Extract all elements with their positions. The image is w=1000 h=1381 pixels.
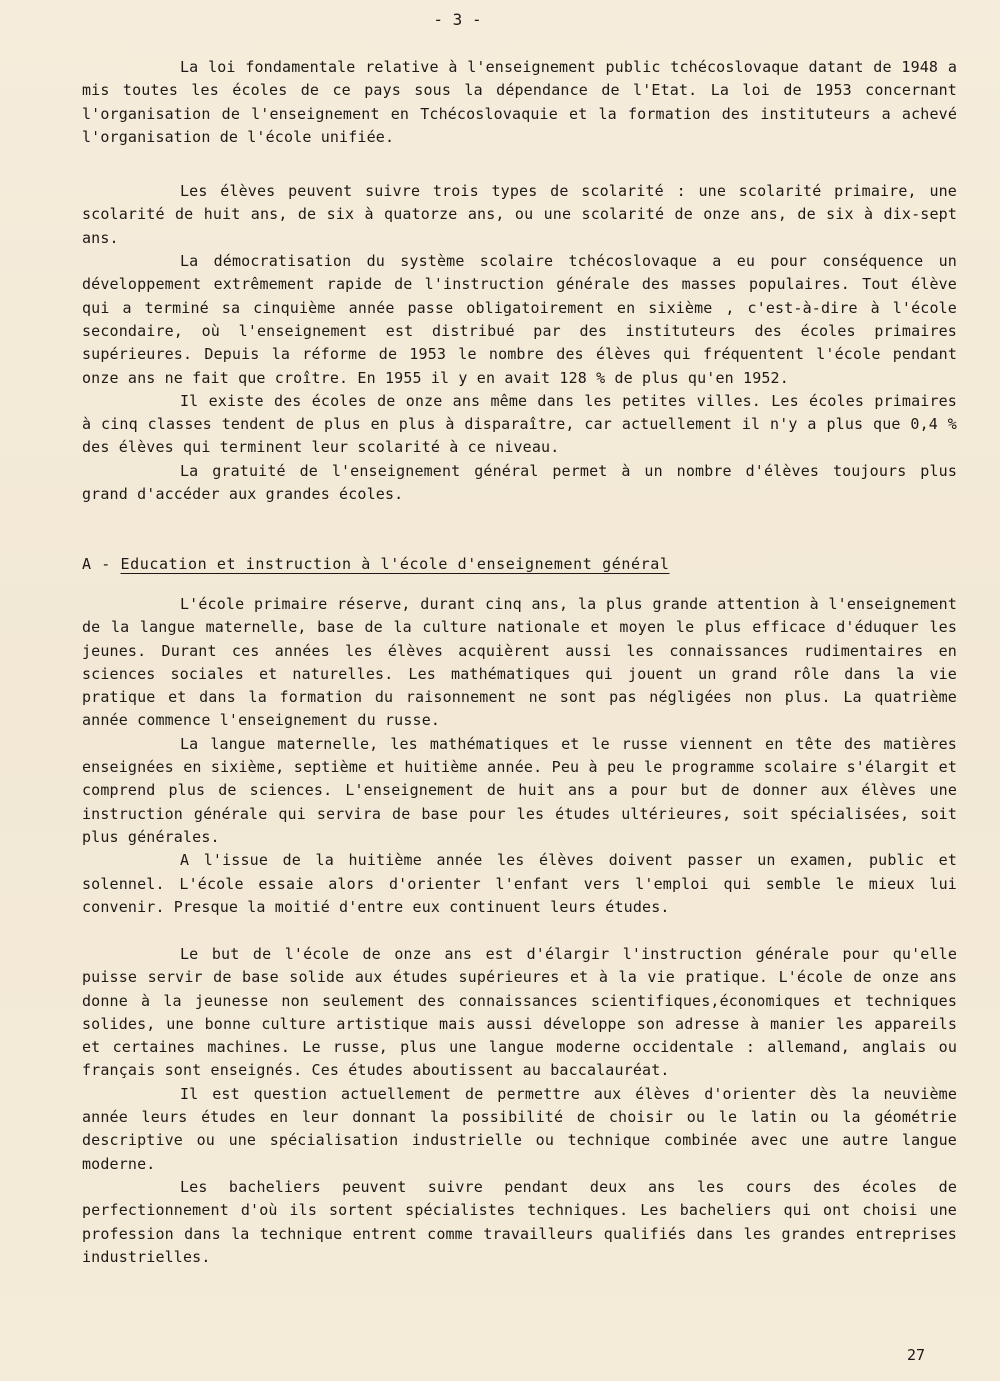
paragraph-huitieme-annee: A l'issue de la huitième année les élèves doivent passer un examen, public et solennel. L'école essaie alors d'orienter l'enfant vers l'emploi qui semble le mieux lui convenir. Presque la moitié d'entre eux continuent leurs études. (82, 851, 957, 916)
paragraph-types-scolarite: Les élèves peuvent suivre trois types de scolarité : une scolarité primaire, une scolarité de huit ans, de six à quatorze ans, ou une scolarité de onze ans, de six à dix-sept ans. (82, 182, 957, 247)
paragraph-democratisation: La démocratisation du système scolaire tchécoslovaque a eu pour conséquence un développement extrêmement rapide de l'instruction générale des masses populaires. Tout élève qui a terminé sa cinquième année passe obligatoirement en sixième , c'est-à-dire à l'école secondaire, où l'enseignement est distribué par des instituteurs des écoles primaires supérieures. Depuis la réforme de 1953 le nombre des élèves qui fréquentent l'école pendant onze ans ne fait que croître. En 1955 il y en avait 128 % de plus qu'en 1952. (82, 252, 957, 387)
section-heading-block (82, 553, 957, 576)
page-number: - 3 - (433, 10, 482, 29)
intro-block (82, 56, 957, 506)
section-block-1 (82, 593, 957, 919)
paragraph-ecole-primaire: L'école primaire réserve, durant cinq ans, la plus grande attention à l'enseignement de la langue maternelle, base de la culture nationale et moyen le plus efficace d'éduquer les jeunes. Durant ces années les élèves acquièrent aussi les connaissances rudimentaires en sciences sociales et naturelles. Les mathématiques qui jouent un grand rôle dans la vie pratique et dans la formation du raisonnement ne sont pas négligées non plus. La quatrième année commence l'enseignement du russe. (82, 595, 957, 730)
paragraph-gratuite: La gratuité de l'enseignement général permet à un nombre d'élèves toujours plus grand d'accéder aux grandes écoles. (82, 461, 957, 504)
section-block-2 (82, 943, 957, 1269)
paragraph-langue-maternelle: La langue maternelle, les mathématiques et le russe viennent en tête des matières enseignées en sixième, septième et huitième année. Peu à peu le programme scolaire s'élargit et comprend plus de sciences. L'enseignement de huit ans a pour but de donner aux élèves une instruction générale qui servira de base pour les études ultérieures, soit spécialisées, soit plus générales. (82, 734, 957, 846)
paragraph-orientation-neuvieme: Il est question actuellement de permettre aux élèves d'orienter dès la neuvième année leurs études en leur donnant la possibilité de choisir ou le latin ou la géométrie descriptive ou une spécialisation industrielle ou technique combinée avec une autre langue moderne. (82, 1084, 957, 1173)
paragraph-but-ecole-onze-ans: Le but de l'école de onze ans est d'élargir l'instruction générale pour qu'elle puisse servir de base solide aux études supérieures et à la vie pratique. L'école de onze ans donne à la jeunesse non seulement des connaissances scientifiques,économiques et techniques solides, une bonne culture artistique mais aussi développe son adresse à manier les appareils et certaines machines. Le russe, plus une langue moderne occidentale : allemand, anglais ou français sont enseignés. Ces études aboutissent au baccalauréat. (82, 945, 957, 1080)
section-heading (82, 553, 957, 576)
section-heading-prefix: A - (82, 555, 121, 573)
paragraph-bacheliers: Les bacheliers peuvent suivre pendant deux ans les cours des écoles de perfectionnement d'où ils sortent spécialistes techniques. Les bacheliers qui ont choisi une profession dans la technique entrent comme travailleurs qualifiés dans les grandes entreprises industrielles. (82, 1177, 957, 1266)
folio-number: 27 (907, 1346, 926, 1364)
section-heading-title: Education et instruction à l'école d'enseignement général (120, 555, 670, 573)
paragraph-ecoles-onze-ans: Il existe des écoles de onze ans même dans les petites villes. Les écoles primaires à cinq classes tendent de plus en plus à disparaître, car actuellement il n'y a plus que 0,4 % des élèves qui terminent leur scolarité à ce niveau. (82, 391, 957, 457)
paragraph-loi-fondamentale: La loi fondamentale relative à l'enseignement public tchécoslovaque datant de 1948 a mis toutes les écoles de ce pays sous la dépendance de l'Etat. La loi de 1953 concernant l'organisation de l'enseignement en Tchécoslovaquie et la formation des instituteurs a achevé l'organisation de l'école unifiée. (82, 58, 957, 146)
